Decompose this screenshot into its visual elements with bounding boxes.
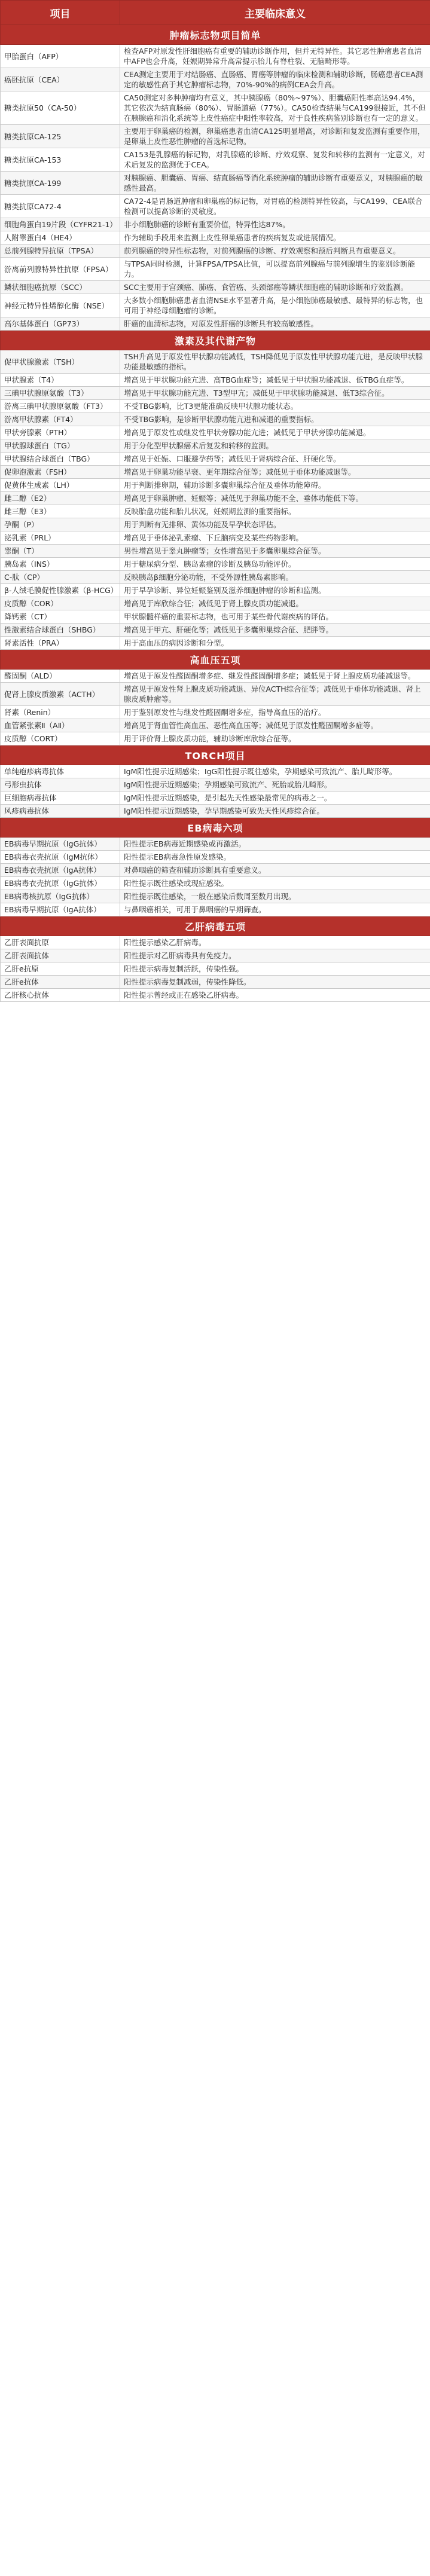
table-row [1,976,430,989]
item-clinical-significance: 用于糖尿病分型、胰岛素瘤的诊断及胰岛功能评价。 [120,558,430,571]
item-name: 乙肝e抗体 [1,976,120,989]
table-row [1,125,430,148]
item-name: EB病毒衣壳抗原（IgM抗体） [1,851,120,864]
item-name: 血管紧张素Ⅱ（AⅡ） [1,719,120,732]
section-title: TORCH项目 [1,745,430,765]
item-clinical-significance: 用于判断排卵期，辅助诊断多囊卵巢综合征及垂体功能障碍。 [120,479,430,492]
item-name: 游离三碘甲状腺原氨酸（FT3） [1,400,120,413]
item-clinical-significance: 增高见于卵巢肿瘤、妊娠等；减低见于卵巢功能不全、垂体功能低下等。 [120,492,430,505]
section-header-row [1,818,430,838]
table-row [1,584,430,597]
table-row [1,45,430,68]
table-row [1,903,430,916]
item-name: 癌胚抗原（CEA） [1,68,120,91]
item-name: 糖类抗原CA-199 [1,172,120,195]
item-clinical-significance: CA50测定对多种肿瘤均有意义，其中胰腺癌（80%~97%）、胆囊癌阳性率高达94.4%，其它依次为结直肠癌（80%）、胃肠道癌（77%）。CA50检查结果与CA199很接近，其不但在胰腺癌和消化系统等上皮性癌症中阳性率较高，对于良性疾病鉴别诊断也有一定的意义。 [120,91,430,125]
section-header-row [1,916,430,936]
item-clinical-significance: 增高见于原发性醛固酮增多症、继发性醛固酮增多症；减低见于肾上腺皮质功能减退等。 [120,670,430,683]
item-clinical-significance: 增高见于妊娠、口服避孕药等；减低见于肾病综合征、肝硬化等。 [120,453,430,466]
table-row [1,426,430,439]
section-header-row [1,650,430,670]
table-body [1,25,430,1002]
item-clinical-significance: TSH升高见于原发性甲状腺功能减低，TSH降低见于原发性甲状腺功能亢进，是反映甲状腺功能最敏感的指标。 [120,350,430,374]
section-header-row [1,331,430,350]
section-title: 乙肝病毒五项 [1,916,430,936]
table-row [1,294,430,317]
section-title: EB病毒六项 [1,818,430,838]
item-name: EB病毒核抗原（IgG抗体） [1,890,120,903]
table-row [1,670,430,683]
item-clinical-significance: 阳性提示既往感染，一般在感染后数周至数月出现。 [120,890,430,903]
item-name: 乙肝表面抗原 [1,936,120,949]
item-name: 单纯疱疹病毒抗体 [1,765,120,778]
item-clinical-significance: 增高见于肾血管性高血压、恶性高血压等；减低见于原发性醛固酮增多症等。 [120,719,430,732]
item-clinical-significance: 增高见于库欣综合征；减低见于肾上腺皮质功能减退。 [120,597,430,610]
table-row [1,218,430,231]
item-clinical-significance: 阳性提示病毒复制活跃，传染性强。 [120,962,430,976]
table-row [1,890,430,903]
section-header-row [1,25,430,45]
table-row [1,148,430,172]
header-significance: 主要临床意义 [120,1,430,25]
item-clinical-significance: 用于早孕诊断、异位妊娠鉴别及滋养细胞肿瘤的诊断和监测。 [120,584,430,597]
item-name: 皮质醇（COR） [1,597,120,610]
item-clinical-significance: 阳性提示感染乙肝病毒。 [120,936,430,949]
item-name: 雌二醇（E2） [1,492,120,505]
table-row [1,558,430,571]
table-row [1,851,430,864]
item-name: 风疹病毒抗体 [1,805,120,818]
item-name: 睾酮（T） [1,545,120,558]
item-name: 高尔基体蛋白（GP73） [1,317,120,331]
item-clinical-significance: 不受TBG影响，比T3更能准确反映甲状腺功能状态。 [120,400,430,413]
item-name: 乙肝核心抗体 [1,989,120,1002]
item-clinical-significance: 作为辅助手段用来监测上皮性卵巢癌患者的疾病复发或进展情况。 [120,231,430,245]
item-name: 促肾上腺皮质激素（ACTH） [1,683,120,706]
item-clinical-significance: 反映胰岛β细胞分泌功能，不受外源性胰岛素影响。 [120,571,430,584]
section-header-row [1,745,430,765]
item-clinical-significance: IgM阳性提示近期感染；IgG阳性提示既往感染，孕期感染可致流产、胎儿畸形等。 [120,765,430,778]
item-name: EB病毒衣壳抗原（IgG抗体） [1,877,120,890]
item-name: 皮质醇（CORT） [1,732,120,745]
table-row [1,439,430,453]
item-name: 孕酮（P） [1,518,120,531]
item-name: 糖类抗原50（CA-50） [1,91,120,125]
table-row [1,400,430,413]
item-clinical-significance: 对胰腺癌、胆囊癌、胃癌、结直肠癌等消化系统肿瘤的辅助诊断有重要意义，对胰腺癌的敏感性最高。 [120,172,430,195]
item-name: 促卵泡激素（FSH） [1,466,120,479]
item-clinical-significance: 阳性提示既往感染或现症感染。 [120,877,430,890]
table-row [1,838,430,851]
section-title: 激素及其代谢产物 [1,331,430,350]
table-row [1,374,430,387]
item-clinical-significance: 男性增高见于睾丸肿瘤等；女性增高见于多囊卵巢综合征等。 [120,545,430,558]
table-row [1,317,430,331]
item-clinical-significance: 增高见于原发性或继发性甲状旁腺功能亢进；减低见于甲状旁腺功能减退。 [120,426,430,439]
table-row [1,231,430,245]
item-clinical-significance: IgM阳性提示近期感染；孕期感染可致流产、死胎或胎儿畸形。 [120,778,430,792]
item-clinical-significance: 肝癌的血清标志物，对原发性肝癌的诊断具有较高敏感性。 [120,317,430,331]
item-clinical-significance: 用于高血压的病因诊断和分型。 [120,637,430,650]
table-row [1,877,430,890]
item-clinical-significance: 用于判断有无排卵、黄体功能及早孕状态评估。 [120,518,430,531]
item-name: 醛固酮（ALD） [1,670,120,683]
item-clinical-significance: 大多数小细胞肺癌患者血清NSE水平显著升高，是小细胞肺癌最敏感、最特异的标志物，也可用于神经母细胞瘤的诊断。 [120,294,430,317]
table-row [1,531,430,545]
table-row [1,68,430,91]
item-name: 雌三醇（E3） [1,505,120,518]
item-clinical-significance: 增高见于卵巢功能早衰、更年期综合征等；减低见于垂体功能减退等。 [120,466,430,479]
item-name: EB病毒衣壳抗原（IgA抗体） [1,864,120,877]
item-name: 细胞角蛋白19片段（CYFR21-1） [1,218,120,231]
table-row [1,719,430,732]
item-clinical-significance: 阳性提示对乙肝病毒具有免疫力。 [120,949,430,962]
item-name: 胰岛素（INS） [1,558,120,571]
item-name: 总前列腺特异抗原（TPSA） [1,245,120,258]
table-row [1,545,430,558]
item-name: 巨细胞病毒抗体 [1,792,120,805]
table-row [1,479,430,492]
item-clinical-significance: 非小细胞肺癌的诊断有重要价值，特异性达87%。 [120,218,430,231]
table-row [1,597,430,610]
table-row [1,518,430,531]
item-name: 促甲状腺激素（TSH） [1,350,120,374]
table-row [1,492,430,505]
item-clinical-significance: IgM阳性提示近期感染，是引起先天性感染最常见的病毒之一。 [120,792,430,805]
item-clinical-significance: 增高见于甲亢、肝硬化等；减低见于多囊卵巢综合征、肥胖等。 [120,624,430,637]
item-clinical-significance: 增高见于甲状腺功能亢进、高TBG血症等；减低见于甲状腺功能减退、低TBG血症等。 [120,374,430,387]
table-row [1,505,430,518]
table-row [1,466,430,479]
item-clinical-significance: 增高见于垂体泌乳素瘤、下丘脑病变及某些药物影响。 [120,531,430,545]
table-row [1,732,430,745]
item-name: EB病毒早期抗原（IgA抗体） [1,903,120,916]
item-name: 乙肝表面抗体 [1,949,120,962]
item-clinical-significance: 与鼻咽癌相关，可用于鼻咽癌的早期筛查。 [120,903,430,916]
item-name: 甲状腺结合球蛋白（TBG） [1,453,120,466]
item-clinical-significance: 用于评价肾上腺皮质功能，辅助诊断库欣综合征等。 [120,732,430,745]
table-row [1,91,430,125]
table-row [1,683,430,706]
item-name: 甲状腺球蛋白（TG） [1,439,120,453]
table-row [1,805,430,818]
item-name: 甲状旁腺素（PTH） [1,426,120,439]
item-clinical-significance: 用于分化型甲状腺癌术后复发和转移的监测。 [120,439,430,453]
table-row [1,453,430,466]
item-name: 游离甲状腺素（FT4） [1,413,120,426]
table-row [1,571,430,584]
table-row [1,706,430,719]
item-clinical-significance: CA72-4是胃肠道肿瘤和卵巢癌的标记物，对胃癌的检测特异性较高，与CA199、CEA联合检测可以提高诊断的灵敏度。 [120,195,430,218]
table-row [1,258,430,281]
table-row [1,792,430,805]
item-clinical-significance: 增高见于原发性肾上腺皮质功能减退、异位ACTH综合征等；减低见于垂体功能减退、肾上腺皮质肿瘤等。 [120,683,430,706]
item-name: 乙肝e抗原 [1,962,120,976]
item-name: 人附睾蛋白4（HE4） [1,231,120,245]
table-row [1,387,430,400]
item-clinical-significance: SCC主要用于宫颈癌、肺癌、食管癌、头颈部癌等鳞状细胞癌的辅助诊断和疗效监测。 [120,281,430,294]
item-clinical-significance: 增高见于甲状腺功能亢进、T3型甲亢；减低见于甲状腺功能减退、低T3综合征。 [120,387,430,400]
item-clinical-significance: 检查AFP对原发性肝细胞癌有重要的辅助诊断作用，但并无特异性。其它恶性肿瘤患者血清中AFP也会升高，妊娠期异常升高常提示胎儿有脊柱裂、无脑畸形等。 [120,45,430,68]
table-row [1,281,430,294]
item-clinical-significance: 阳性提示病毒复制减弱，传染性降低。 [120,976,430,989]
item-clinical-significance: 阳性提示曾经或正在感染乙肝病毒。 [120,989,430,1002]
table-row [1,936,430,949]
item-name: 肾素（Renin） [1,706,120,719]
table-row [1,962,430,976]
item-clinical-significance: IgM阳性提示近期感染，孕早期感染可致先天性风疹综合征。 [120,805,430,818]
item-name: 糖类抗原CA-153 [1,148,120,172]
item-clinical-significance: 阳性提示EB病毒急性原发感染。 [120,851,430,864]
table-row [1,195,430,218]
item-name: EB病毒早期抗原（IgG抗体） [1,838,120,851]
section-title: 肿瘤标志物项目简单 [1,25,430,45]
table-row [1,350,430,374]
item-name: 弓形虫抗体 [1,778,120,792]
header-item: 项目 [1,1,120,25]
table-row [1,778,430,792]
table-row [1,172,430,195]
table-row [1,864,430,877]
item-name: 糖类抗原CA72-4 [1,195,120,218]
item-clinical-significance: 甲状腺髓样癌的重要标志物，也可用于某些骨代谢疾病的评估。 [120,610,430,624]
item-name: 促黄体生成素（LH） [1,479,120,492]
item-name: 三碘甲状腺原氨酸（T3） [1,387,120,400]
item-name: 性激素结合球蛋白（SHBG） [1,624,120,637]
section-title: 高血压五项 [1,650,430,670]
item-name: 糖类抗原CA-125 [1,125,120,148]
item-clinical-significance: 不受TBG影响，是诊断甲状腺功能亢进和减退的重要指标。 [120,413,430,426]
table-row [1,624,430,637]
item-name: 神经元特异性烯醇化酶（NSE） [1,294,120,317]
item-clinical-significance: 前列腺癌的特异性标志物，对前列腺癌的诊断、疗效观察和预后判断具有重要意义。 [120,245,430,258]
table-header-row [1,1,430,25]
table-row [1,610,430,624]
item-name: 泌乳素（PRL） [1,531,120,545]
item-clinical-significance: 主要用于卵巢癌的检测，卵巢癌患者血清CA125明显增高，对诊断和复发监测有重要作用，是卵巢上皮性恶性肿瘤的首选标记物。 [120,125,430,148]
item-name: 鳞状细胞癌抗原（SCC） [1,281,120,294]
item-clinical-significance: 用于鉴别原发性与继发性醛固酮增多症，指导高血压的治疗。 [120,706,430,719]
item-name: β-人绒毛膜促性腺激素（β-HCG） [1,584,120,597]
table-row [1,413,430,426]
item-name: C-肽（CP） [1,571,120,584]
item-name: 肾素活性（PRA） [1,637,120,650]
item-clinical-significance: CA153是乳腺癌的标记物，对乳腺癌的诊断、疗效观察、复发和转移的监测有一定意义，对术后复发的监测优于CEA。 [120,148,430,172]
table-row [1,949,430,962]
item-name: 降钙素（CT） [1,610,120,624]
item-clinical-significance: 与TPSA同时检测，计算FPSA/TPSA比值，可以提高前列腺癌与前列腺增生的鉴别诊断能力。 [120,258,430,281]
item-name: 甲状腺素（T4） [1,374,120,387]
item-clinical-significance: 反映胎盘功能和胎儿状况，妊娠期监测的重要指标。 [120,505,430,518]
table-row [1,765,430,778]
item-clinical-significance: CEA测定主要用于对结肠癌、直肠癌、胃癌等肿瘤的临床检测和辅助诊断，肠癌患者CEA测定的敏感性高于其它肿瘤标志物，70%-90%的病例CEA会升高。 [120,68,430,91]
item-name: 游离前列腺特异性抗原（FPSA） [1,258,120,281]
item-clinical-significance: 对鼻咽癌的筛查和辅助诊断具有重要意义。 [120,864,430,877]
item-name: 甲胎蛋白（AFP） [1,45,120,68]
clinical-significance-table [0,0,430,1002]
item-clinical-significance: 阳性提示EB病毒近期感染或再激活。 [120,838,430,851]
table-row [1,989,430,1002]
table-row [1,637,430,650]
table-row [1,245,430,258]
